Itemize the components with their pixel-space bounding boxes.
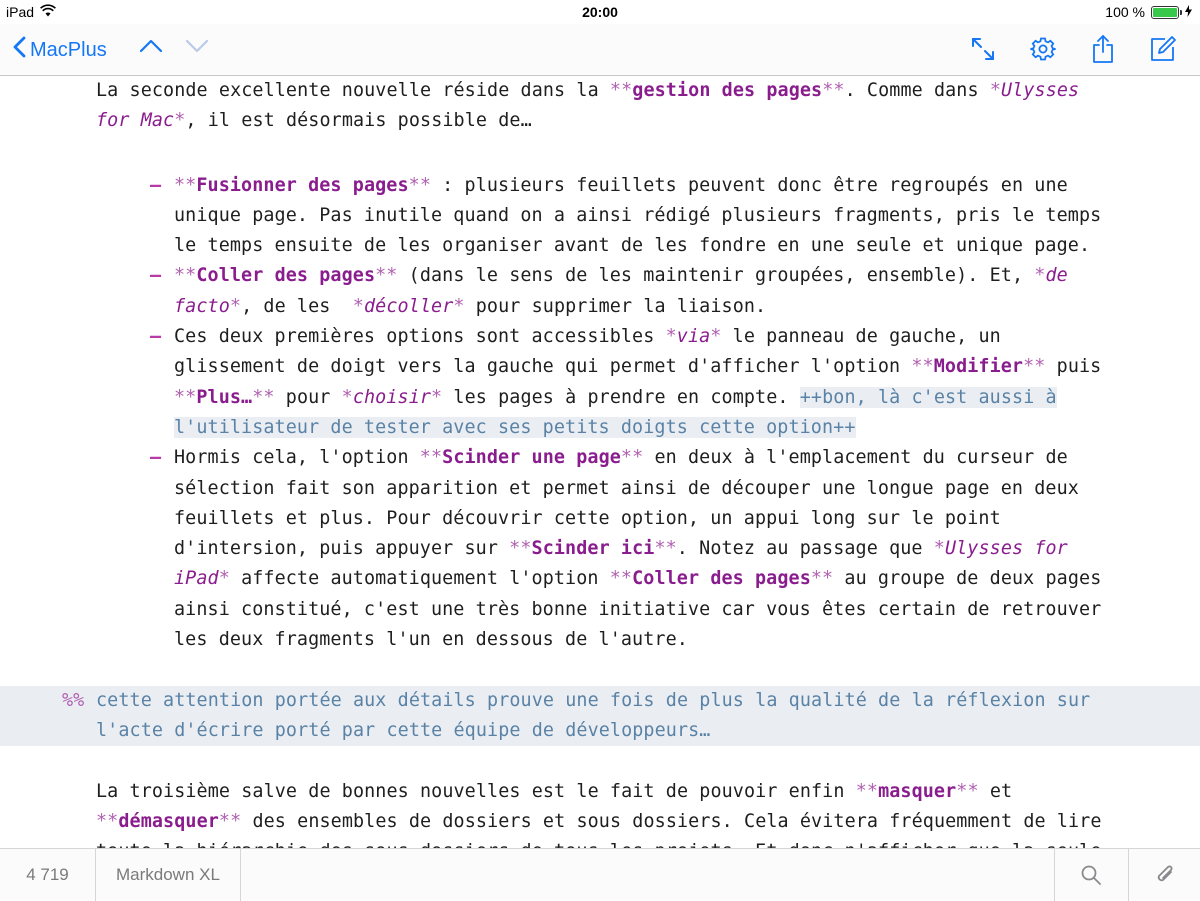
status-right xyxy=(1105,4,1192,20)
list-dash: – xyxy=(150,265,162,287)
bold-text: Coller des pages xyxy=(196,265,376,287)
text-run: . Notez au passage que xyxy=(676,538,934,560)
bold-text: Coller des pages xyxy=(632,568,811,590)
text-run: le panneau de gauche, un glissement de doigt vers la gauche qui permet d'afficher l'option xyxy=(174,326,1001,378)
markup-format-button[interactable]: Markdown XL xyxy=(96,849,241,901)
bold-markup: ** xyxy=(1023,356,1046,378)
bold-markup: ** xyxy=(509,538,532,560)
bold-markup: ** xyxy=(911,356,934,378)
gear-icon[interactable] xyxy=(1028,34,1058,64)
bold-text: Plus… xyxy=(196,386,253,408)
down-arrow-icon[interactable] xyxy=(185,38,209,59)
text-run: et xyxy=(978,780,1013,802)
bold-text: Fusionner des pages xyxy=(196,174,409,196)
text-run: La seconde excellente nouvelle réside dans la xyxy=(96,80,610,101)
editor-content[interactable] xyxy=(0,76,1200,848)
bottom-bar xyxy=(0,848,1200,900)
text-run: pour supprimer la liaison. xyxy=(464,295,767,317)
share-icon[interactable] xyxy=(1088,34,1118,64)
text-run: , de les xyxy=(241,295,353,317)
bold-text: gestion des pages xyxy=(632,80,823,101)
bold-markup: ** xyxy=(218,810,242,832)
device-name: iPad xyxy=(6,4,35,20)
bold-markup: ** xyxy=(174,174,197,196)
italic-markup: * xyxy=(933,538,945,560)
text-run: puis xyxy=(1045,356,1102,378)
navigation-bar xyxy=(0,24,1200,76)
bold-text: Modifier xyxy=(933,356,1024,378)
italic-markup: * xyxy=(352,295,364,317)
bold-markup: ** xyxy=(419,447,443,469)
italic-text: choisir xyxy=(352,386,432,408)
comment-markup: %% xyxy=(62,689,85,711)
status-bar xyxy=(0,0,1200,24)
bold-markup: ** xyxy=(174,386,197,408)
list-item xyxy=(0,322,1115,443)
list-dash: – xyxy=(150,447,162,469)
italic-text: via xyxy=(676,326,711,348)
text-run: Hormis cela, l'option xyxy=(174,447,420,469)
battery-text: 100 % xyxy=(1105,4,1145,20)
paperclip-icon[interactable] xyxy=(1128,849,1200,901)
up-arrow-icon[interactable] xyxy=(139,38,163,59)
text-run: en deux à l'emplacement du curseur de sélection fait son apparition et permet ainsi de découper une longue page en deux feuillets et plus. Pour découvrir cette option, un appui long sur le point d'intersion, puis appuyer sur xyxy=(174,447,1079,560)
text-run: : plusieurs feuillets peuvent donc être regroupés en une unique page. Pas inutile quand on a ainsi rédigé plusieurs fragments, pris le temps le temps ensuite de les organiser avant de les fondre en une seule et unique page. xyxy=(174,174,1102,257)
word-count: 4 719 xyxy=(0,849,96,901)
bold-markup: ** xyxy=(96,810,119,832)
back-button-label: MacPlus xyxy=(30,38,107,61)
italic-markup: * xyxy=(989,80,1002,101)
charging-icon xyxy=(1185,4,1192,20)
list-item xyxy=(0,171,1115,262)
list-item xyxy=(0,261,1115,322)
text-run: des ensembles de dossiers et sous dossiers. Cela évitera fréquemment de lire xyxy=(252,810,1102,832)
bold-markup: ** xyxy=(855,780,879,802)
paragraph-1 xyxy=(0,76,1115,137)
bold-markup: ** xyxy=(375,265,398,287)
comment-text: cette attention portée aux détails prouve une fois de plus la qualité de la réflexion sur l'acte d'écrire porté par cette équipe de développeurs… xyxy=(96,689,1091,741)
back-button[interactable] xyxy=(12,36,107,64)
bold-markup: ** xyxy=(620,447,644,469)
italic-markup: * xyxy=(431,386,443,408)
bold-text: démasquer xyxy=(118,810,219,832)
bold-text: Scinder une page xyxy=(442,447,621,469)
bold-markup: ** xyxy=(609,568,633,590)
italic-text: Ulysses for Mac xyxy=(96,80,1080,132)
bold-markup: ** xyxy=(956,780,979,802)
bold-markup: ** xyxy=(654,538,677,560)
comment-block xyxy=(0,686,1200,747)
italic-markup: * xyxy=(665,326,677,348)
italic-text: Ulysses for iPad xyxy=(174,538,1068,590)
insertion-annotation: ++bon, là c'est aussi à l'utilisateur de tester avec ses petits doigts cette option++ xyxy=(174,386,1057,438)
italic-markup: * xyxy=(1034,265,1046,287)
bold-markup: ** xyxy=(609,80,633,101)
italic-markup: * xyxy=(341,386,353,408)
text-run: pour xyxy=(274,386,342,408)
text-run: , il est désormais possible de… xyxy=(185,110,532,132)
bold-text: Scinder ici xyxy=(531,538,655,560)
nav-actions xyxy=(968,34,1178,64)
bold-markup: ** xyxy=(408,174,431,196)
battery-icon xyxy=(1151,6,1179,19)
expand-icon[interactable] xyxy=(968,34,998,64)
text-run: affecte automatiquement l'option xyxy=(229,568,610,590)
italic-markup: * xyxy=(453,295,465,317)
text-run: . Comme dans xyxy=(844,80,990,101)
text-run: La troisième salve de bonnes nouvelles est le fait de pouvoir enfin xyxy=(96,780,856,802)
italic-text: de facto xyxy=(174,265,1068,317)
compose-icon[interactable] xyxy=(1148,34,1178,64)
italic-markup: * xyxy=(229,295,242,317)
text-run: au groupe de deux pages ainsi constitué, c'est une très bonne initiative car vous êtes certain de retrouver les deux fragments l'un en dessous de l'autre. xyxy=(174,568,1102,651)
bold-markup: ** xyxy=(810,568,834,590)
text-run: Ces deux premières options sont accessibles xyxy=(174,326,666,348)
list-item xyxy=(0,443,1115,655)
italic-markup: * xyxy=(218,568,230,590)
search-icon[interactable] xyxy=(1054,849,1126,901)
italic-markup: * xyxy=(174,110,186,132)
battery-fill xyxy=(1153,8,1177,17)
bold-text: masquer xyxy=(878,780,957,802)
bold-markup: ** xyxy=(174,265,197,287)
text-run: les pages à prendre en compte. xyxy=(442,386,800,408)
text-run: (dans le sens de les maintenir groupées, ensemble). Et, xyxy=(397,265,1035,287)
list-dash: – xyxy=(150,174,162,196)
status-time: 20:00 xyxy=(582,4,618,20)
bold-markup: ** xyxy=(252,386,275,408)
list-dash: – xyxy=(150,326,162,348)
bold-markup: ** xyxy=(822,80,845,101)
chevron-left-icon xyxy=(12,36,26,64)
italic-markup: * xyxy=(710,326,722,348)
italic-text: décoller xyxy=(363,295,454,317)
